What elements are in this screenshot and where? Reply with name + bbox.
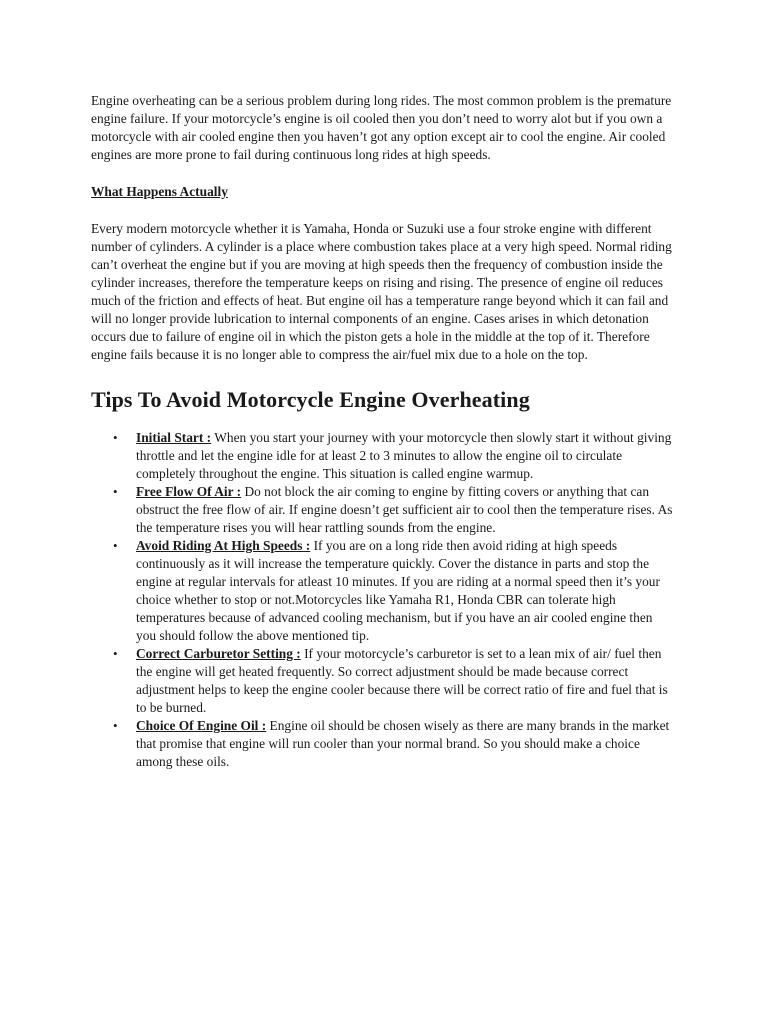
tip-text: Engine oil should be chosen wisely as there are many brands in the market that promise that engine will run cooler than your normal brand. So you should make a choice among these oils. bbox=[136, 718, 670, 769]
tip-title-carburetor-setting: Correct Carburetor Setting : bbox=[136, 646, 301, 661]
list-item bbox=[91, 429, 675, 483]
bullet-icon: • bbox=[113, 538, 118, 553]
tip-title-initial-start: Initial Start : bbox=[136, 430, 212, 445]
tip-text: Do not block the air coming to engine by fitting covers or anything that can obstruct the free flow of air. If engine doesn’t get sufficient air to cool then the temperature rises. As the temperature rises you will hear rattling sounds from the engine. bbox=[136, 484, 673, 535]
tips-heading: Tips To Avoid Motorcycle Engine Overheating bbox=[91, 387, 530, 412]
list-item bbox=[91, 717, 675, 771]
list-item bbox=[91, 537, 675, 645]
bullet-icon: • bbox=[113, 646, 118, 661]
bullet-icon: • bbox=[113, 718, 118, 733]
bullet-icon: • bbox=[113, 430, 118, 445]
intro-paragraph: Engine overheating can be a serious problem during long rides. The most common problem is the premature engine failure. If your motorcycle’s engine is oil cooled then you don’t need to worry alot but if you own a motorcycle with air cooled engine then you haven’t got any option except air to cool the engine. Air cooled engines are more prone to fail during continuous long rides at high speeds. bbox=[91, 93, 672, 162]
tip-text: If your motorcycle’s carburetor is set to a lean mix of air/ fuel then the engine will get heated frequently. So correct adjustment should be made because correct adjustment helps to keep the engine cooler because there will be correct ratio of fire and fuel that is to be burned. bbox=[136, 646, 668, 715]
section-what-happens-body: Every modern motorcycle whether it is Yamaha, Honda or Suzuki use a four stroke engine with different number of cylinders. A cylinder is a place where combustion takes place at a very high speed. Normal riding can’t overheat the engine but if you are moving at high speeds then the frequency of combustion inside the cylinder increases, therefore the temperature keeps on rising and rising. The presence of engine oil reduces much of the friction and effects of heat. But engine oil has a temperature range beyond which it can fail and will no longer provide lubrication to internal components of an engine. Cases arises in which detonation occurs due to failure of engine oil in which the piston gets a hole in the middle at the top of it. Therefore engine fails because it is no longer able to compress the air/fuel mix due to a hole on the top. bbox=[91, 221, 672, 362]
tip-title-free-flow-of-air: Free Flow Of Air : bbox=[136, 484, 242, 499]
tip-title-avoid-high-speeds: Avoid Riding At High Speeds : bbox=[136, 538, 311, 553]
section-what-happens-heading: What Happens Actually bbox=[91, 184, 228, 199]
tip-text: When you start your journey with your motorcycle then slowly start it without giving throttle and let the engine idle for at least 2 to 3 minutes to allow the engine oil to circulate completely throughout the engine. This situation is called engine warmup. bbox=[136, 430, 672, 481]
document-page bbox=[91, 92, 675, 771]
tips-list bbox=[91, 429, 675, 771]
tip-title-engine-oil: Choice Of Engine Oil : bbox=[136, 718, 267, 733]
list-item bbox=[91, 483, 675, 537]
list-item bbox=[91, 645, 675, 717]
bullet-icon: • bbox=[113, 484, 118, 499]
tip-text: If you are on a long ride then avoid riding at high speeds continuously as it will increase the temperature quickly. Cover the distance in parts and stop the engine at regular intervals for atleast 10 minutes. If you are riding at a normal speed then it’s your choice whether to stop or not.Motorcycles like Yamaha R1, Honda CBR can tolerate high temperatures because of advanced cooling mechanism, but if you have an air cooled engine then you should follow the above mentioned tip. bbox=[136, 538, 660, 643]
